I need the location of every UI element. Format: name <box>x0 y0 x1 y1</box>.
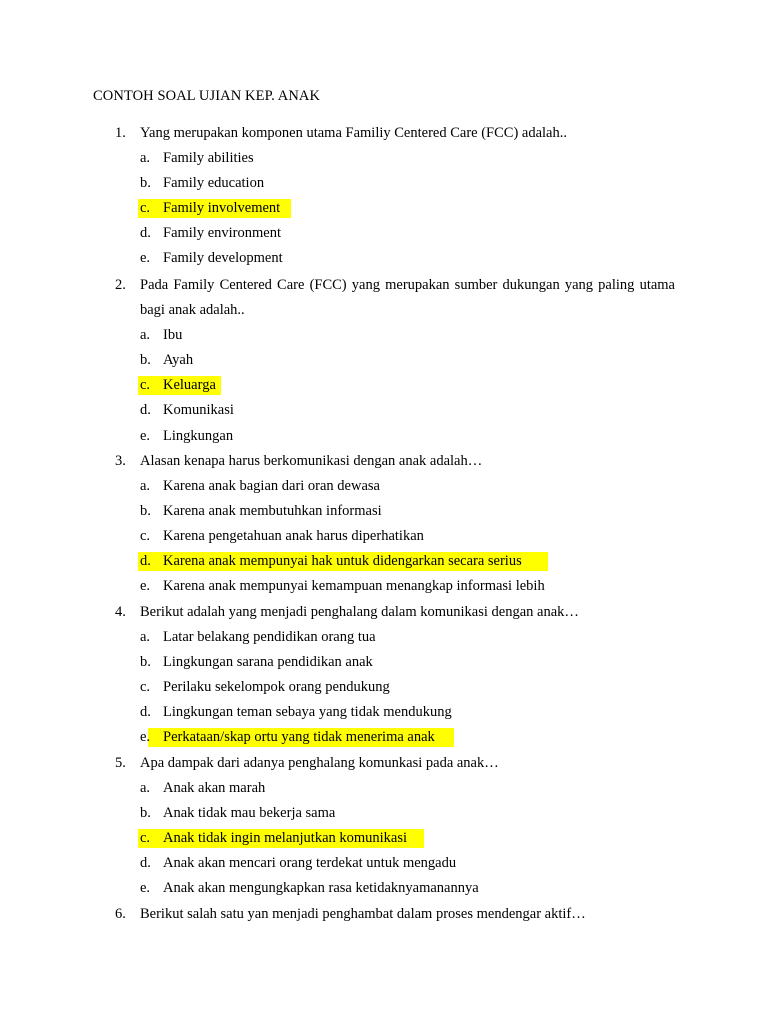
question-2 <box>115 273 675 449</box>
question-text: Pada Family Centered Care (FCC) yang merupakan sumber dukungan yang paling utama bagi anak adalah.. <box>140 277 675 319</box>
question-text: Apa dampak dari adanya penghalang komunkasi pada anak… <box>140 755 499 771</box>
option-letter: c. <box>140 200 151 217</box>
option-b <box>115 171 675 196</box>
option-letter: b. <box>140 503 151 520</box>
question-text: Berikut salah satu yan menjadi penghambat dalam proses mendengar aktif… <box>140 906 586 922</box>
option-b <box>115 801 675 826</box>
option-list <box>115 625 675 750</box>
option-text: Lingkungan <box>163 427 234 444</box>
option-text: Anak akan marah <box>163 780 266 797</box>
option-letter: c. <box>140 679 151 696</box>
option-letter: a. <box>140 150 151 167</box>
option-text: Keluarga <box>163 377 216 394</box>
option-a <box>115 625 675 650</box>
option-text: Karena anak mempunyai kemampuan menangkap informasi lebih <box>163 578 545 595</box>
option-a <box>115 323 675 348</box>
option-text: Ibu <box>163 327 183 344</box>
option-text: Karena anak bagian dari oran dewasa <box>163 478 380 495</box>
question-number: 2. <box>115 277 126 293</box>
option-text: Perkataan/skap ortu yang tidak menerima anak <box>163 729 435 746</box>
option-text: Family involvement <box>163 200 281 217</box>
option-letter: a. <box>140 780 151 797</box>
option-b <box>115 650 675 675</box>
option-list <box>115 776 675 901</box>
option-c-highlighted <box>115 826 675 851</box>
question-text: Alasan kenapa harus berkomunikasi dengan anak adalah… <box>140 453 483 469</box>
option-text: Family education <box>163 175 265 192</box>
option-d-highlighted <box>115 549 675 574</box>
option-text: Karena anak membutuhkan informasi <box>163 503 382 520</box>
option-c-highlighted <box>115 196 675 221</box>
option-letter: d. <box>140 704 151 721</box>
question-number: 1. <box>115 125 126 141</box>
option-letter: e. <box>140 427 151 444</box>
option-text: Anak tidak mau bekerja sama <box>163 805 336 822</box>
option-letter: e. <box>140 729 151 746</box>
question-4 <box>115 600 675 751</box>
option-d <box>115 851 675 876</box>
option-list <box>115 323 675 448</box>
option-text: Family environment <box>163 225 281 242</box>
document-title: CONTOH SOAL UJIAN KEP. ANAK <box>93 88 321 104</box>
option-text: Anak akan mencari orang terdekat untuk mengadu <box>163 855 457 872</box>
question-number: 3. <box>115 453 126 469</box>
option-letter: a. <box>140 629 151 646</box>
question-3 <box>115 449 675 600</box>
question-1 <box>115 121 675 272</box>
option-text: Ayah <box>163 352 194 369</box>
question-number: 5. <box>115 755 126 771</box>
option-a <box>115 776 675 801</box>
option-e <box>115 574 675 599</box>
option-text: Komunikasi <box>163 402 234 419</box>
option-d <box>115 398 675 423</box>
option-letter: b. <box>140 805 151 822</box>
option-d <box>115 700 675 725</box>
option-text: Lingkungan sarana pendidikan anak <box>163 654 373 671</box>
option-letter: b. <box>140 175 151 192</box>
option-text: Karena pengetahuan anak harus diperhatikan <box>163 528 424 545</box>
option-text: Lingkungan teman sebaya yang tidak mendukung <box>163 704 452 721</box>
option-letter: d. <box>140 225 151 242</box>
option-text: Anak tidak ingin melanjutkan komunikasi <box>163 830 408 847</box>
question-number: 6. <box>115 906 126 922</box>
option-list <box>115 474 675 599</box>
option-letter: d. <box>140 402 151 419</box>
question-6 <box>115 902 675 927</box>
option-b <box>115 348 675 373</box>
option-c <box>115 524 675 549</box>
option-letter: e. <box>140 880 151 897</box>
question-5 <box>115 751 675 902</box>
option-list <box>115 146 675 271</box>
option-text: Latar belakang pendidikan orang tua <box>163 629 376 646</box>
option-a <box>115 146 675 171</box>
option-a <box>115 474 675 499</box>
option-d <box>115 221 675 246</box>
option-letter: c. <box>140 528 151 545</box>
option-e <box>115 246 675 271</box>
option-e-highlighted <box>115 725 675 750</box>
question-text: Yang merupakan komponen utama Familiy Centered Care (FCC) adalah.. <box>140 125 567 141</box>
option-letter: d. <box>140 553 151 570</box>
option-text: Karena anak mempunyai hak untuk didengarkan secara serius <box>163 553 522 570</box>
question-number: 4. <box>115 604 126 620</box>
option-text: Perilaku sekelompok orang pendukung <box>163 679 390 696</box>
option-letter: c. <box>140 377 151 394</box>
option-letter: e. <box>140 578 151 595</box>
option-text: Family abilities <box>163 150 254 167</box>
option-c <box>115 675 675 700</box>
option-c-highlighted <box>115 373 675 398</box>
option-letter: a. <box>140 478 151 495</box>
option-text: Anak akan mengungkapkan rasa ketidaknyamanannya <box>163 880 479 897</box>
option-b <box>115 499 675 524</box>
option-letter: b. <box>140 352 151 369</box>
option-letter: e. <box>140 250 151 267</box>
option-text: Family development <box>163 250 283 267</box>
option-e <box>115 424 675 449</box>
option-letter: d. <box>140 855 151 872</box>
option-letter: a. <box>140 327 151 344</box>
option-e <box>115 876 675 901</box>
option-letter: c. <box>140 830 151 847</box>
option-letter: b. <box>140 654 151 671</box>
question-text: Berikut adalah yang menjadi penghalang dalam komunikasi dengan anak… <box>140 604 579 620</box>
